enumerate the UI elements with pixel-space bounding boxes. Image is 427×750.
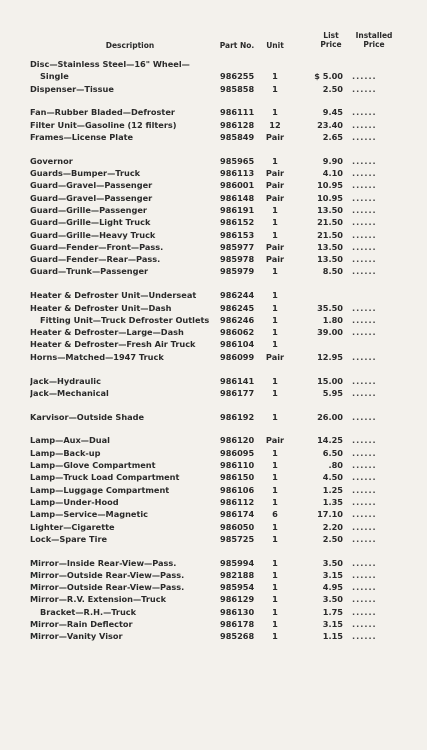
table-row xyxy=(0,630,427,642)
installed-price: ...... xyxy=(352,435,377,446)
group-spacer xyxy=(0,545,427,557)
table-row xyxy=(0,302,427,314)
list-price: 26.00 xyxy=(317,411,343,422)
installed-price: ...... xyxy=(352,619,377,630)
item-description: Heater & Defroster—Fresh Air Truck xyxy=(30,339,196,350)
unit-value: 1 xyxy=(272,314,278,325)
installed-price: ...... xyxy=(352,266,377,277)
unit-value: Pair xyxy=(265,180,285,191)
table-row xyxy=(0,314,427,326)
list-price: 39.00 xyxy=(317,327,343,338)
list-price: 35.50 xyxy=(317,302,343,313)
item-description: Mirror—Outside Rear-View—Pass. xyxy=(30,569,185,580)
item-description: Frames—License Plate xyxy=(30,131,134,142)
table-row xyxy=(0,434,427,446)
unit-value: Pair xyxy=(265,192,285,203)
list-price: $ 5.00 xyxy=(314,71,343,82)
part-number: 985954 xyxy=(220,582,255,593)
installed-price: ...... xyxy=(352,131,377,142)
group-spacer xyxy=(0,423,427,435)
list-price: 1.15 xyxy=(322,631,343,642)
item-description: Mirror—Vanity Visor xyxy=(30,631,123,642)
part-number: 986129 xyxy=(220,594,255,605)
item-description: Lamp—Service—Magnetic xyxy=(30,509,149,520)
list-price: 2.50 xyxy=(322,533,343,544)
table-row xyxy=(0,119,427,131)
part-number: 985978 xyxy=(220,254,255,265)
item-description: Mirror—Outside Rear-View—Pass. xyxy=(30,582,185,593)
header-part-no: Part No. xyxy=(219,41,255,50)
table-row xyxy=(0,533,427,545)
table-row xyxy=(0,375,427,387)
part-number: 985268 xyxy=(220,631,255,642)
unit-value: 1 xyxy=(272,71,278,82)
item-description: Jack—Mechanical xyxy=(30,387,109,398)
table-row xyxy=(0,593,427,605)
part-number: 986245 xyxy=(220,302,255,313)
unit-value: 1 xyxy=(272,569,278,580)
table-row xyxy=(0,387,427,399)
installed-price: ...... xyxy=(352,460,377,471)
installed-price: ...... xyxy=(352,631,377,642)
table-row xyxy=(0,581,427,593)
item-description: Guard—Fender—Rear—Pass. xyxy=(30,254,161,265)
installed-price: ...... xyxy=(352,472,377,483)
item-description: Mirror—Inside Rear-View—Pass. xyxy=(30,557,177,568)
unit-value: 1 xyxy=(272,387,278,398)
item-description: Lamp—Under-Hood xyxy=(30,496,119,507)
table-row xyxy=(0,508,427,520)
installed-price: ...... xyxy=(352,204,377,215)
part-number: 985965 xyxy=(220,155,255,166)
item-description: Karvisor—Outside Shade xyxy=(30,411,145,422)
group-spacer xyxy=(0,278,427,290)
list-price: 9.45 xyxy=(322,107,343,118)
part-number: 986001 xyxy=(220,180,255,191)
unit-value: 1 xyxy=(272,606,278,617)
part-number: 986111 xyxy=(220,107,255,118)
group-spacer xyxy=(0,143,427,155)
part-number: 985858 xyxy=(220,83,255,94)
table-row xyxy=(0,447,427,459)
unit-value: 1 xyxy=(272,557,278,568)
table-row xyxy=(0,471,427,483)
installed-price: ...... xyxy=(352,229,377,240)
installed-price: ...... xyxy=(352,557,377,568)
unit-value: 1 xyxy=(272,155,278,166)
part-number: 986050 xyxy=(220,521,255,532)
group-spacer xyxy=(0,95,427,107)
installed-price: ...... xyxy=(352,254,377,265)
unit-value: Pair xyxy=(265,168,285,179)
table-row xyxy=(0,351,427,363)
unit-value: 1 xyxy=(272,327,278,338)
item-description: Mirror—R.V. Extension—Truck xyxy=(30,594,167,605)
installed-price: ...... xyxy=(352,168,377,179)
unit-value: 1 xyxy=(272,339,278,350)
unit-value: 1 xyxy=(272,411,278,422)
price-table xyxy=(0,58,427,643)
table-row xyxy=(0,106,427,118)
installed-price: ...... xyxy=(352,521,377,532)
list-price: 2.65 xyxy=(322,131,343,142)
list-price: 23.40 xyxy=(317,119,343,130)
list-price: 13.50 xyxy=(317,204,343,215)
unit-value: 1 xyxy=(272,290,278,301)
list-price: 4.50 xyxy=(322,472,343,483)
list-price: 21.50 xyxy=(317,217,343,228)
table-row xyxy=(0,192,427,204)
installed-price: ...... xyxy=(352,71,377,82)
table-row xyxy=(0,289,427,301)
table-header xyxy=(0,30,427,54)
part-number: 986120 xyxy=(220,435,255,446)
part-number: 986148 xyxy=(220,192,255,203)
item-description: Bracket—R.H.—Truck xyxy=(40,606,137,617)
item-description: Guards—Bumper—Truck xyxy=(30,168,141,179)
installed-price: ...... xyxy=(352,387,377,398)
installed-price: ...... xyxy=(352,411,377,422)
unit-value: 1 xyxy=(272,229,278,240)
list-price: 15.00 xyxy=(317,375,343,386)
part-number: 986110 xyxy=(220,460,255,471)
part-number: 986128 xyxy=(220,119,255,130)
item-description: Horns—Matched—1947 Truck xyxy=(30,351,164,362)
unit-value: 1 xyxy=(272,619,278,630)
unit-value: 6 xyxy=(272,509,278,520)
installed-price: ...... xyxy=(352,302,377,313)
part-number: 985979 xyxy=(220,266,255,277)
item-description: Guard—Grille—Light Truck xyxy=(30,217,151,228)
list-price: 10.95 xyxy=(317,180,343,191)
table-row xyxy=(0,253,427,265)
installed-price: ...... xyxy=(352,192,377,203)
part-number: 985977 xyxy=(220,241,255,252)
item-description: Mirror—Rain Deflector xyxy=(30,619,133,630)
item-description: Lamp—Back-up xyxy=(30,447,101,458)
part-number: 986099 xyxy=(220,351,255,362)
part-number: 985849 xyxy=(220,131,255,142)
installed-price: ...... xyxy=(352,351,377,362)
list-price: 1.75 xyxy=(322,606,343,617)
part-number: 986191 xyxy=(220,204,255,215)
installed-price: ...... xyxy=(352,375,377,386)
part-number: 986153 xyxy=(220,229,255,240)
item-description: Heater & Defroster Unit—Dash xyxy=(30,302,172,313)
header-unit: Unit xyxy=(266,41,284,50)
installed-price: ...... xyxy=(352,327,377,338)
installed-price: ...... xyxy=(352,496,377,507)
installed-price: ...... xyxy=(352,107,377,118)
unit-value: Pair xyxy=(265,351,285,362)
unit-value: 1 xyxy=(272,447,278,458)
item-description: Filter Unit—Gasoline (12 filters) xyxy=(30,119,177,130)
header-installed-price-label: Price xyxy=(363,40,385,49)
part-number: 985725 xyxy=(220,533,255,544)
table-row xyxy=(0,521,427,533)
table-row xyxy=(0,265,427,277)
part-number: 986174 xyxy=(220,509,255,520)
installed-price: ...... xyxy=(352,180,377,191)
table-row xyxy=(0,496,427,508)
installed-price: ...... xyxy=(352,119,377,130)
installed-price: ...... xyxy=(352,314,377,325)
list-price: 5.95 xyxy=(322,387,343,398)
part-number: 986113 xyxy=(220,168,255,179)
unit-value: 1 xyxy=(272,582,278,593)
unit-value: 1 xyxy=(272,107,278,118)
item-description: Guard—Grille—Heavy Truck xyxy=(30,229,156,240)
table-row xyxy=(0,70,427,82)
table-row xyxy=(0,557,427,569)
table-row xyxy=(0,618,427,630)
list-price: 2.50 xyxy=(322,83,343,94)
part-number: 986130 xyxy=(220,606,255,617)
list-price: 3.15 xyxy=(322,619,343,630)
table-row xyxy=(0,229,427,241)
unit-value: 1 xyxy=(272,460,278,471)
item-description: Guard—Trunk—Passenger xyxy=(30,266,149,277)
table-row xyxy=(0,326,427,338)
item-description: Single xyxy=(40,71,69,82)
header-price-label: Price xyxy=(320,40,342,49)
item-description: Lock—Spare Tire xyxy=(30,533,108,544)
table-row xyxy=(0,484,427,496)
part-number: 986150 xyxy=(220,472,255,483)
item-description: Fan—Rubber Bladed—Defroster xyxy=(30,107,175,118)
unit-value: 1 xyxy=(272,521,278,532)
header-installed-label: Installed xyxy=(355,31,393,40)
item-description: Jack—Hydraulic xyxy=(30,375,101,386)
unit-value: 1 xyxy=(272,266,278,277)
installed-price: ...... xyxy=(352,217,377,228)
table-row xyxy=(0,241,427,253)
unit-value: 1 xyxy=(272,375,278,386)
part-number: 986104 xyxy=(220,339,255,350)
item-description: Lamp—Luggage Compartment xyxy=(30,484,170,495)
installed-price: ...... xyxy=(352,594,377,605)
list-price: 1.25 xyxy=(322,484,343,495)
part-number: 986244 xyxy=(220,290,255,301)
part-number: 985994 xyxy=(220,557,255,568)
list-price: 1.80 xyxy=(322,314,343,325)
table-row xyxy=(0,569,427,581)
part-number: 986062 xyxy=(220,327,255,338)
list-price: 14.25 xyxy=(317,435,343,446)
item-description: Guard—Fender—Front—Pass. xyxy=(30,241,164,252)
list-price: 21.50 xyxy=(317,229,343,240)
item-description: Dispenser—Tissue xyxy=(30,83,114,94)
unit-value: 1 xyxy=(272,302,278,313)
list-price: 4.10 xyxy=(322,168,343,179)
header-list-label: List xyxy=(323,31,339,40)
installed-price: ...... xyxy=(352,533,377,544)
part-number: 986095 xyxy=(220,447,255,458)
item-description: Guard—Grille—Passenger xyxy=(30,204,147,215)
installed-price: ...... xyxy=(352,83,377,94)
item-description: Heater & Defroster Unit—Underseat xyxy=(30,290,197,301)
part-number: 986177 xyxy=(220,387,255,398)
list-price: 12.95 xyxy=(317,351,343,362)
item-description: Disc—Stainless Steel—16" Wheel— xyxy=(30,59,190,69)
list-price: 13.50 xyxy=(317,254,343,265)
list-price: 3.50 xyxy=(322,594,343,605)
item-description: Lighter—Cigarette xyxy=(30,521,115,532)
list-price: 2.20 xyxy=(322,521,343,532)
installed-price: ...... xyxy=(352,447,377,458)
part-number: 986178 xyxy=(220,619,255,630)
unit-value: 1 xyxy=(272,594,278,605)
item-description: Lamp—Truck Load Compartment xyxy=(30,472,180,483)
installed-price: ...... xyxy=(352,484,377,495)
list-price: 3.15 xyxy=(322,569,343,580)
table-row xyxy=(0,167,427,179)
header-description: Description xyxy=(105,41,155,50)
installed-price: ...... xyxy=(352,241,377,252)
group-spacer xyxy=(0,399,427,411)
part-number: 986255 xyxy=(220,71,255,82)
table-row xyxy=(0,338,427,350)
unit-value: 1 xyxy=(272,204,278,215)
part-number: 986106 xyxy=(220,484,255,495)
unit-value: 1 xyxy=(272,631,278,642)
list-price: 3.50 xyxy=(322,557,343,568)
unit-value: 1 xyxy=(272,83,278,94)
unit-value: 1 xyxy=(272,472,278,483)
list-price: 10.95 xyxy=(317,192,343,203)
unit-value: 1 xyxy=(272,217,278,228)
table-row xyxy=(0,83,427,95)
table-row xyxy=(0,58,427,70)
installed-price: ...... xyxy=(352,509,377,520)
table-row xyxy=(0,155,427,167)
installed-price: ...... xyxy=(352,582,377,593)
table-row xyxy=(0,606,427,618)
item-description: Fitting Unit—Truck Defroster Outlets xyxy=(40,314,210,325)
list-price: 4.95 xyxy=(322,582,343,593)
item-description: Guard—Gravel—Passenger xyxy=(30,180,153,191)
part-number: 986141 xyxy=(220,375,255,386)
table-row xyxy=(0,411,427,423)
list-price: 9.90 xyxy=(322,155,343,166)
part-number: 986192 xyxy=(220,411,255,422)
list-price: 17.10 xyxy=(317,509,343,520)
table-row xyxy=(0,459,427,471)
list-price: 6.50 xyxy=(322,447,343,458)
part-number: 982188 xyxy=(220,569,255,580)
list-price: 1.35 xyxy=(322,496,343,507)
unit-value: Pair xyxy=(265,435,285,446)
list-price: 8.50 xyxy=(322,266,343,277)
list-price: .80 xyxy=(328,460,343,471)
item-description: Lamp—Glove Compartment xyxy=(30,460,156,471)
unit-value: 1 xyxy=(272,533,278,544)
part-number: 986152 xyxy=(220,217,255,228)
group-spacer xyxy=(0,363,427,375)
item-description: Governor xyxy=(30,155,73,166)
table-row xyxy=(0,216,427,228)
installed-price: ...... xyxy=(352,606,377,617)
unit-value: Pair xyxy=(265,254,285,265)
unit-value: 1 xyxy=(272,484,278,495)
unit-value: Pair xyxy=(265,131,285,142)
item-description: Heater & Defroster—Large—Dash xyxy=(30,327,184,338)
table-row xyxy=(0,179,427,191)
unit-value: 12 xyxy=(269,119,281,130)
table-row xyxy=(0,204,427,216)
table-row xyxy=(0,131,427,143)
list-price: 13.50 xyxy=(317,241,343,252)
unit-value: Pair xyxy=(265,241,285,252)
item-description: Lamp—Aux—Dual xyxy=(30,435,110,446)
item-description: Guard—Gravel—Passenger xyxy=(30,192,153,203)
unit-value: 1 xyxy=(272,496,278,507)
installed-price: ...... xyxy=(352,155,377,166)
part-number: 986112 xyxy=(220,496,255,507)
installed-price: ...... xyxy=(352,569,377,580)
part-number: 986246 xyxy=(220,314,255,325)
